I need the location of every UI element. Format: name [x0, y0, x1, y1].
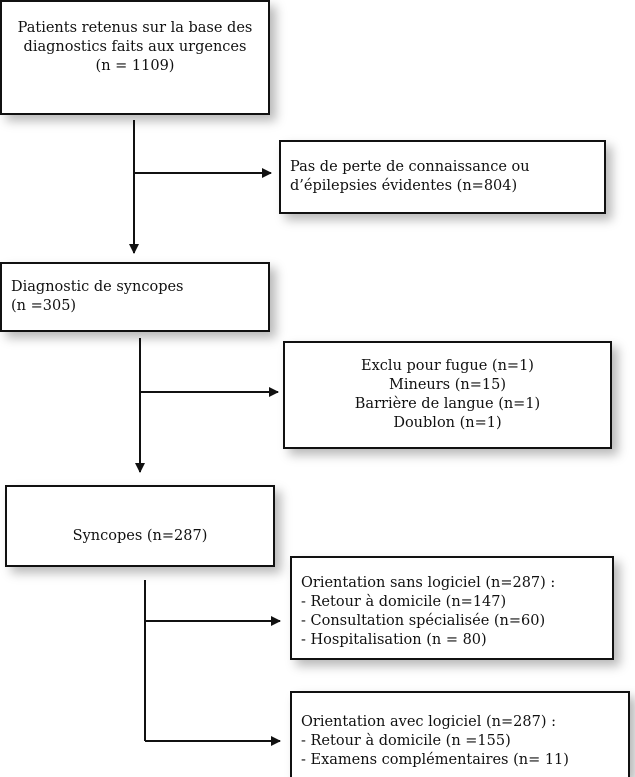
initial-line-3: (n = 1109) [95, 58, 175, 74]
syncopes-line-1: Syncopes (n=287) [72, 528, 208, 544]
excluded-2-line-2: Mineurs (n=15) [389, 377, 506, 393]
excluded-no-loss-box [279, 140, 606, 214]
with-sw-line-3: - Examens complémentaires (n= 11) [301, 752, 569, 768]
syncope-diagnosis-box [0, 262, 270, 332]
excluded-2-line-4: Doublon (n=1) [393, 415, 502, 431]
with-sw-line-1: Orientation avec logiciel (n=287) : [301, 714, 556, 730]
excluded-2-line-3: Barrière de langue (n=1) [354, 396, 541, 412]
with-sw-line-2: - Retour à domicile (n =155) [301, 733, 511, 749]
syncope-dx-line-2: (n =305) [11, 298, 77, 314]
syncopes-box [5, 485, 275, 567]
without-sw-line-1: Orientation sans logiciel (n=287) : [301, 575, 556, 591]
initial-patients-box [0, 0, 270, 115]
excluded-2-line-1: Exclu pour fugue (n=1) [361, 358, 534, 374]
without-sw-line-4: - Hospitalisation (n = 80) [301, 632, 487, 648]
orientation-without-software-box [290, 556, 614, 660]
initial-line-1: Patients retenus sur la base des [17, 20, 253, 36]
without-sw-line-2: - Retour à domicile (n=147) [301, 594, 507, 610]
orientation-with-software-box [290, 691, 630, 777]
excluded-1-line-2: d’épilepsies évidentes (n=804) [290, 178, 518, 194]
excluded-1-line-1: Pas de perte de connaissance ou [290, 159, 530, 175]
syncope-dx-line-1: Diagnostic de syncopes [11, 279, 184, 295]
excluded-other-box [283, 341, 612, 449]
without-sw-line-3: - Consultation spécialisée (n=60) [301, 613, 546, 629]
initial-line-2: diagnostics faits aux urgences [23, 39, 247, 55]
